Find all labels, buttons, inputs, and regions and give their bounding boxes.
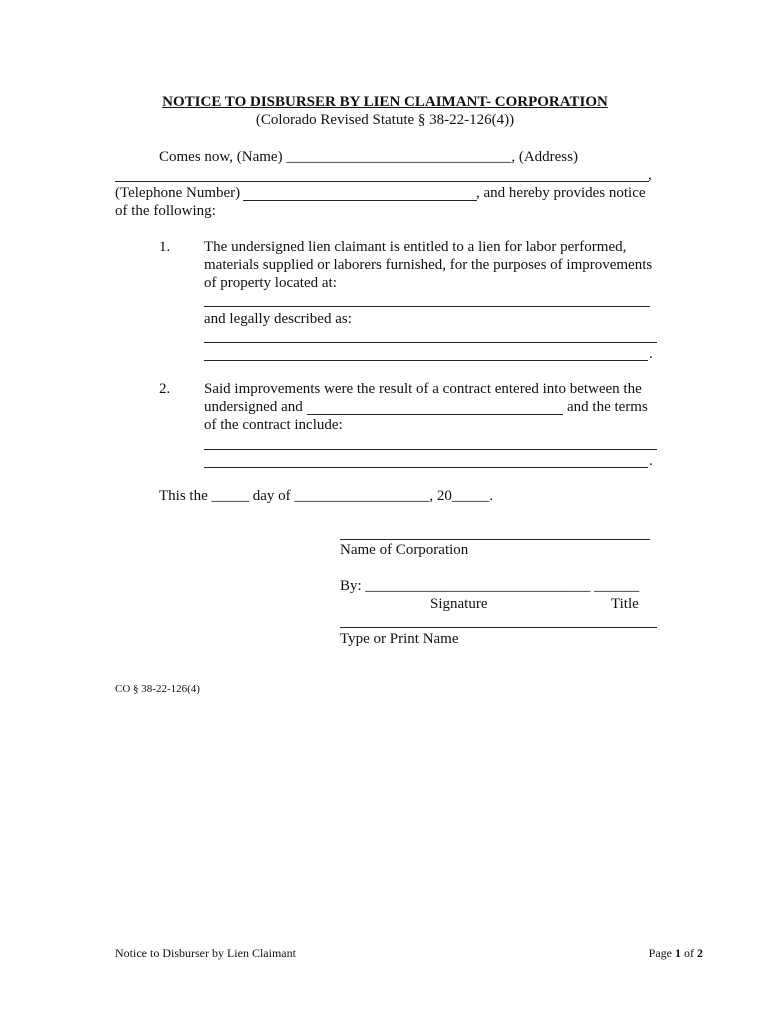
print-name-label: Type or Print Name: [340, 631, 459, 647]
contract-terms-line-1: [204, 449, 657, 450]
item2-line1: Said improvements were the result of a contract entered into between the: [204, 381, 642, 397]
document-subtitle: (Colorado Revised Statute § 38-22-126(4)): [255, 112, 515, 128]
legally-described-text: and legally described as:: [204, 311, 352, 327]
telephone-label: (Telephone Number): [115, 185, 241, 201]
print-name-line: [340, 627, 657, 628]
signature-label: Signature: [430, 596, 488, 612]
item1-number: 1.: [159, 239, 171, 255]
item1-line3: of property located at:: [204, 275, 337, 291]
date-line: This the _____ day of __________________, 20_____.: [159, 488, 494, 504]
property-location-line: [204, 306, 650, 307]
contract-terms-line-2: [204, 467, 648, 468]
page-current: 1: [675, 946, 681, 960]
footer-document-name: Notice to Disburser by Lien Claimant: [115, 946, 296, 960]
item1-line2: materials supplied or laborers furnished, for the purposes of improvements: [204, 257, 653, 273]
comes-now-text: Comes now, (Name) ______________________________, (Address): [159, 149, 578, 165]
item2-line3: of the contract include:: [204, 417, 343, 433]
signature-by-line: By: ______________________________ ______: [340, 578, 640, 594]
notice-text: , and hereby provides notice: [476, 185, 646, 201]
page-mid: of: [681, 946, 697, 960]
legal-description-line-2: [204, 360, 648, 361]
corporation-name-line: [340, 539, 650, 540]
address-line: [115, 181, 649, 182]
item1-line1: The undersigned lien claimant is entitled to a lien for labor performed,: [204, 239, 627, 255]
page-total: 2: [697, 946, 703, 960]
legal-description-line-1: [204, 342, 657, 343]
item2-period: .: [649, 453, 653, 469]
contract-party-line: [307, 414, 563, 415]
page-prefix: Page: [648, 946, 675, 960]
item2-line2-end: and the terms: [567, 399, 648, 415]
address-line-comma: ,: [648, 167, 652, 183]
corporation-name-label: Name of Corporation: [340, 542, 469, 558]
item1-period: .: [649, 346, 653, 362]
document-title: NOTICE TO DISBURSER BY LIEN CLAIMANT- CORPORATION: [162, 94, 608, 110]
title-label: Title: [611, 596, 639, 612]
footer-page-number: [580, 946, 703, 961]
of-following-text: of the following:: [115, 203, 216, 219]
item2-number: 2.: [159, 381, 171, 397]
telephone-line: [243, 200, 477, 201]
item2-line2-start: undersigned and: [204, 399, 303, 415]
statute-citation: CO § 38-22-126(4): [115, 683, 200, 695]
